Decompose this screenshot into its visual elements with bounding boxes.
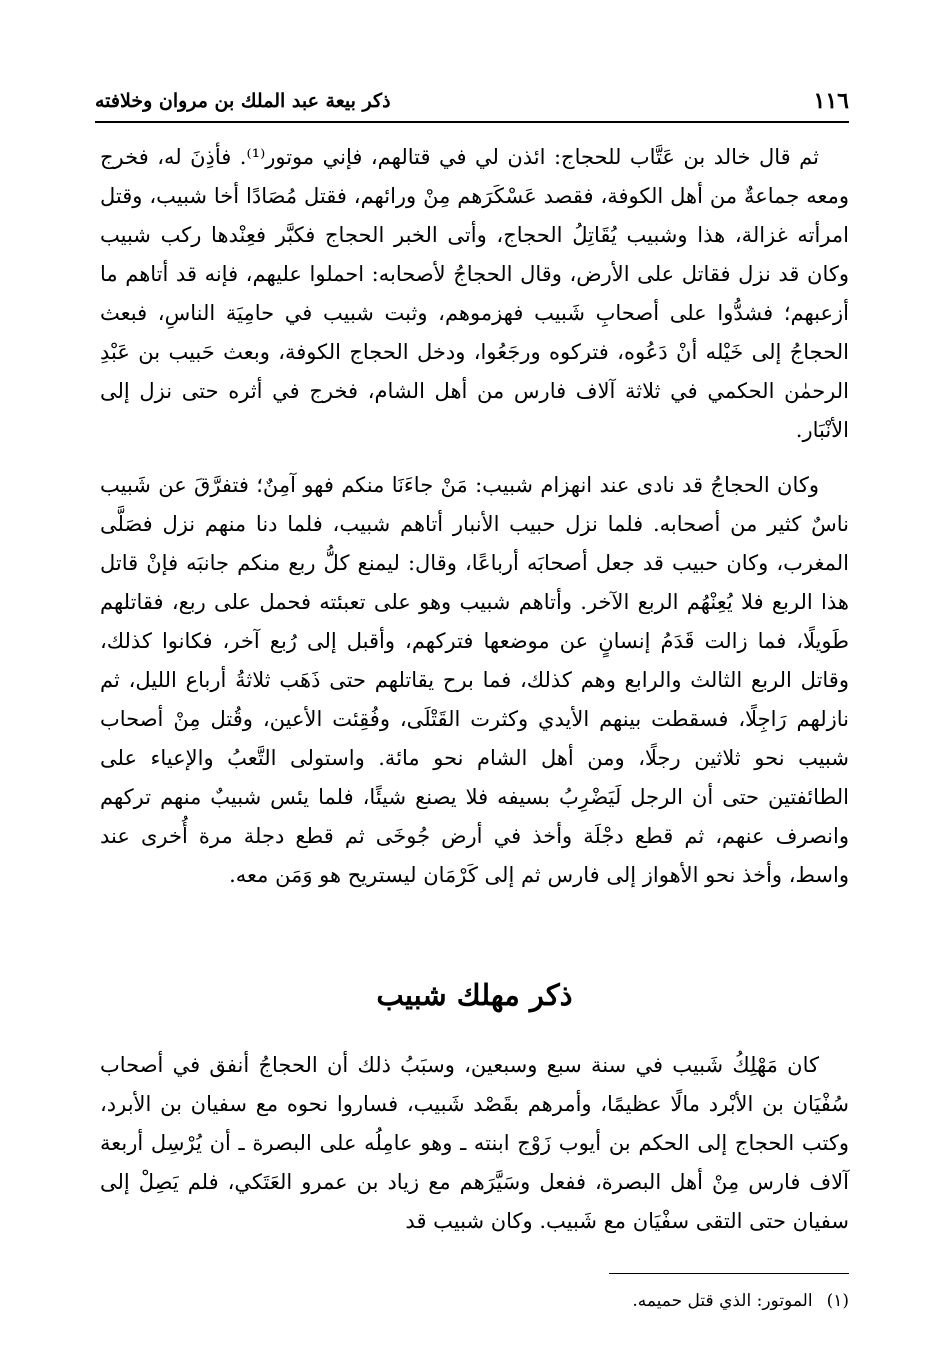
footnote-marker: (١) <box>826 1291 849 1311</box>
footnote-rule <box>609 1273 849 1274</box>
header-rule <box>95 121 849 123</box>
section-heading: ذكر مهلك شبيب <box>376 978 573 1012</box>
paragraph-2: وكان الحجاجُ قد نادى عند انهزام شبيب: مَنْ جاءَنَا منكم فهو آمِنٌ؛ فتفرَّقَ عن شَبيب ناسٌ كثير من أصحابه. فلما نزل حبيب الأنبار أتاهم شبيب، فلما دنا منهم نزل فصَلَّى المغرب، وكان حبيب قد جعل أصحابَه أرباعًا، وقال: ليمنع كلُّ ربع منكم جانبَه فإنْ قاتل هذا الربع فلا يُعِنْهُم الربع الآخر. وأتاهم شبيب وهو على تعبئته فحمل على ربع، فقاتلهم طَويلًا، فما زالت قَدَمُ إنسانٍ عن موضعها فتركهم، وأقبل إلى رُبع آخر، فكانوا كذلك، وقاتل الربع الثالث والرابع وهم كذلك، فما برح يقاتلهم حتى ذَهَب ثلاثةُ أرباع الليل، ثم نازلهم رَاجِلًا، فسقطت بينهم الأيدي وكثرت القَتْلَى، وفُقِئت الأعين، وقُتل مِنْ أصحاب شبيب نحو ثلاثين رجلًا، ومن أهل الشام نحو مائة. واستولى التَّعبُ والإعياء على الطائفتين حتى أن الرجل لَيَضْرِبُ بسيفه فلا يصنع شيئًا، فلما يئس شبيبٌ منهم تركهم وانصرف عنهم، ثم قطع دجْلَة وأخذ في أرض جُوخَى ثم قطع دجلة مرة أُخرى عند واسط، وأخذ نحو الأهواز إلى فارس ثم إلى كَرْمَان ليستريح هو وَمَن معه. <box>100 473 849 887</box>
paragraph-1: ثم قال خالد بن عَتَّاب للحجاج: ائذن لي في قتالهم، فإني موتور⁽¹⁾. فأذِنَ له، فخرج ومعه جماعةٌ من أهل الكوفة، فقصد عَسْكَرَهم مِنْ ورائهم، فقتل مُصَادًا أخا شبيب، وقتل امرأته غزالة، هذا وشبيب يُقَاتِلُ الحجاج، وأتى الخبر الحجاج فكبَّر فعِنْدها ركب شبيب وكان قد نزل فقاتل على الأرض، وقال الحجاجُ لأصحابه: احملوا عليهم، فإنه قد أتاهم ما أزعبهم؛ فشدُّوا على أصحابِ شَبيب فهزموهم، وثبت شبيب في حامِيَة الناسِ، فبعث الحجاجُ إلى خَيْله أنْ دَعُوه، فتركوه ورجَعُوا، ودخل الحجاج الكوفة، وبعث حَبيب بن عَبْدِ الرحمٰن الحكمي في ثلاثة آلاف فارس من أهل الشام، فخرج في أثره حتى نزل إلى الأنْبَار. <box>100 145 849 442</box>
chapter-header-title: ذكر بيعة عبد الملك بن مروان وخلافته <box>95 90 391 112</box>
paragraph-3: كان مَهْلِكُ شَبيب في سنة سبع وسبعين، وسبَبُ ذلك أن الحجاجُ أنفق في أصحاب سُفْيَان بن الأبْرد مالًا عظيمًا، وأمرهم بقَصْد شَبيب، فساروا نحوه مع سفيان بن الأبرد، وكتب الحجاج إلى الحكم بن أيوب زَوْج ابنته ـ وهو عامِلُه على البصرة ـ أن يُرْسِل أربعة آلاف فارس مِنْ أهل البصرة، ففعل وسَيَّرَهم مع زياد بن عمرو العَتَكي، فلم يَصِلْ إلى سفيان حتى التقى سفْيَان مع شَبيب. وكان شبيب قد <box>100 1053 849 1233</box>
page-number: ١١٦ <box>813 88 849 114</box>
running-head <box>95 86 849 116</box>
footnote <box>100 1288 849 1314</box>
footnote-text: الموتور: الذي قتل حميمه. <box>632 1291 813 1311</box>
